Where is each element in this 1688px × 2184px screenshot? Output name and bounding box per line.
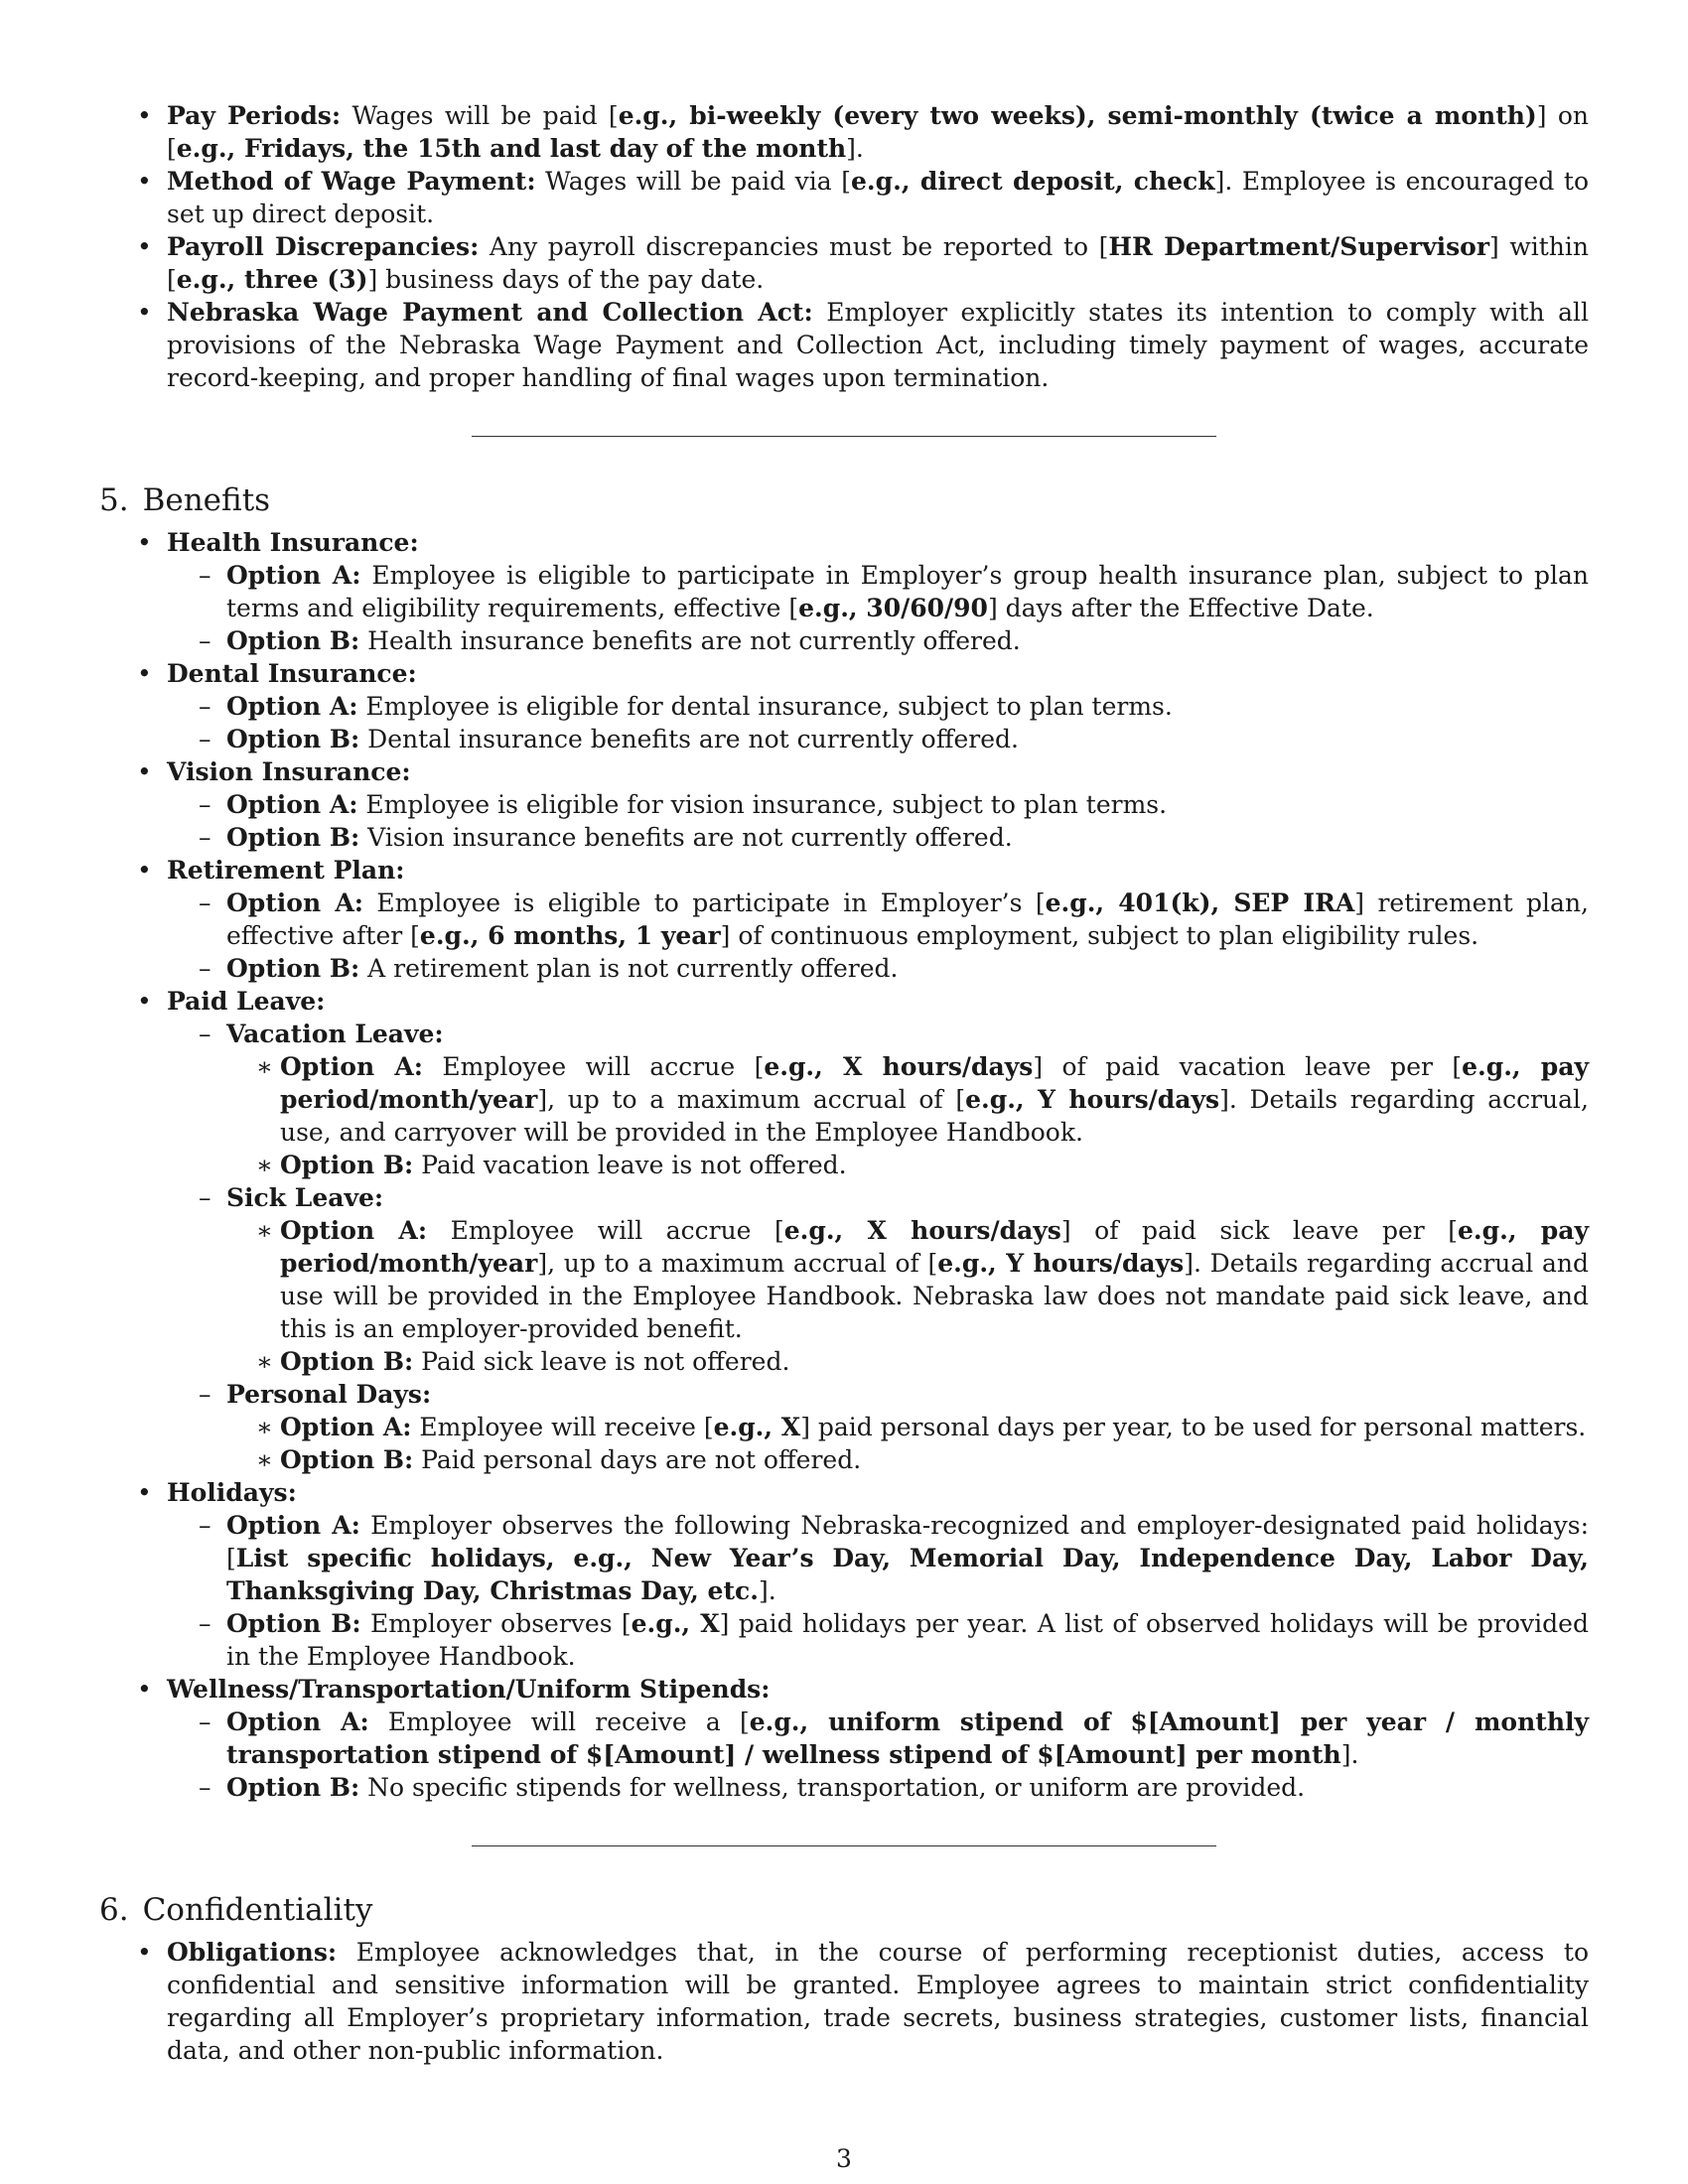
item-text: Vision insurance benefits are not currently offered. — [359, 823, 1013, 852]
section-heading-benefits — [99, 480, 1589, 520]
section-title: Confidentiality — [142, 1892, 373, 1928]
item-text: Health insurance benefits are not currently offered. — [359, 626, 1021, 655]
sub-sub-list-item — [226, 1443, 1589, 1476]
placeholder-text: e.g., 30/60/90 — [798, 594, 988, 622]
placeholder-text: e.g., pay period/month/year — [280, 1216, 1590, 1278]
list-item — [99, 657, 1589, 755]
placeholder-text: e.g., three (3) — [176, 265, 368, 294]
item-text: Employer observes the following Nebraska-recognized and employer-designated paid holidays: [ — [226, 1511, 1590, 1572]
placeholder-text: e.g., direct deposit, check — [851, 167, 1215, 196]
item-label: Option B: — [280, 1445, 414, 1474]
placeholder-text: e.g., 401(k), SEP IRA — [1045, 888, 1355, 917]
sub-sub-list-item — [226, 1345, 1589, 1378]
sub-sub-list-item — [226, 1050, 1589, 1149]
item-text: ]. — [758, 1576, 776, 1605]
item-text: Employee will receive [ — [411, 1413, 714, 1441]
sub-list-item — [167, 821, 1589, 854]
list-item — [99, 296, 1589, 394]
list-item — [99, 1476, 1589, 1673]
item-text: Employee will accrue [ — [422, 1052, 765, 1081]
item-text: Dental insurance benefits are not currently offered. — [359, 725, 1019, 753]
placeholder-text: e.g., X — [713, 1413, 801, 1441]
sub-sub-list-item — [226, 1214, 1589, 1345]
placeholder-text: e.g., X hours/days — [764, 1052, 1034, 1081]
item-label: Obligations: — [167, 1938, 338, 1967]
item-label: Option A: — [280, 1413, 412, 1441]
item-label: Wellness/Transportation/Uniform Stipends: — [167, 1675, 771, 1704]
item-text: ]. Details regarding accrual and use will be provided in the Employee Handbook. Nebraska law does not mandate paid sick leave, and this is an employer-provided benefit. — [280, 1249, 1589, 1343]
item-label: Holidays: — [167, 1478, 297, 1507]
item-text: ]. Employee is encouraged to set up direct deposit. — [167, 167, 1590, 228]
sub-list — [167, 1706, 1589, 1804]
item-label: Sick Leave: — [226, 1183, 384, 1212]
item-label: Option A: — [226, 1511, 360, 1540]
item-label: Payroll Discrepancies: — [167, 232, 480, 261]
item-text: ] of paid vacation leave per [ — [1033, 1052, 1463, 1081]
page-number: 3 — [836, 2144, 852, 2173]
item-label: Retirement Plan: — [167, 856, 405, 885]
sub-list-item — [167, 1378, 1589, 1476]
sub-sub-list-item — [226, 1411, 1589, 1443]
sub-list-item — [167, 952, 1589, 985]
sub-list — [167, 1509, 1589, 1673]
item-label: Option B: — [226, 1609, 361, 1638]
sub-list-item — [167, 887, 1589, 952]
confidentiality-list — [99, 1936, 1589, 2067]
item-text: ] days after the Effective Date. — [987, 594, 1374, 622]
list-item — [99, 854, 1589, 985]
item-text: Paid sick leave is not offered. — [413, 1347, 790, 1376]
list-item — [99, 985, 1589, 1476]
sub-list — [226, 1050, 1589, 1181]
sub-list-item — [167, 690, 1589, 723]
item-label: Option A: — [226, 888, 363, 917]
item-text: ], up to a maximum accrual of [ — [537, 1249, 938, 1278]
item-text: Paid personal days are not offered. — [413, 1445, 862, 1474]
sub-list — [226, 1214, 1589, 1378]
sub-list — [167, 559, 1589, 657]
item-text: Wages will be paid [ — [341, 101, 619, 130]
placeholder-text: e.g., X hours/days — [783, 1216, 1061, 1245]
placeholder-text: e.g., Fridays, the 15th and last day of the month — [176, 134, 847, 163]
sub-list — [226, 1411, 1589, 1476]
sub-list-item — [167, 723, 1589, 755]
item-label: Option A: — [280, 1052, 423, 1081]
item-label: Vision Insurance: — [167, 757, 411, 786]
item-label: Option B: — [280, 1347, 414, 1376]
item-text: ] business days of the pay date. — [367, 265, 765, 294]
item-text: ]. Details regarding accrual, use, and carryover will be provided in the Employee Handbook. — [280, 1085, 1589, 1147]
item-text: ]. — [846, 134, 864, 163]
item-text: ] on [ — [167, 101, 1589, 163]
section-divider — [472, 1845, 1216, 1846]
list-item — [99, 755, 1589, 854]
placeholder-text: e.g., X — [631, 1609, 720, 1638]
item-label: Option A: — [226, 561, 361, 590]
placeholder-text: e.g., Y hours/days — [937, 1249, 1185, 1278]
list-item — [99, 99, 1589, 165]
item-label: Dental Insurance: — [167, 659, 417, 688]
item-text: Paid vacation leave is not offered. — [413, 1151, 847, 1179]
sub-list-item — [167, 1018, 1589, 1181]
item-text: Wages will be paid via [ — [535, 167, 852, 196]
item-text: ] within [ — [167, 232, 1589, 294]
section-number: 5. — [99, 482, 129, 518]
item-text: A retirement plan is not currently offered. — [359, 954, 899, 983]
item-text: Employee is eligible for vision insurance, subject to plan terms. — [357, 790, 1168, 819]
sub-sub-list-item — [226, 1149, 1589, 1181]
item-text: No specific stipends for wellness, transportation, or uniform are provided. — [359, 1773, 1306, 1802]
sub-list-item — [167, 1607, 1589, 1673]
placeholder-text: e.g., Y hours/days — [965, 1085, 1220, 1114]
item-label: Option A: — [280, 1216, 428, 1245]
sub-list-item — [167, 1706, 1589, 1771]
sub-list-item — [167, 1509, 1589, 1607]
item-label: Option B: — [280, 1151, 414, 1179]
item-label: Method of Wage Payment: — [167, 167, 536, 196]
section-number: 6. — [99, 1892, 129, 1928]
item-label: Paid Leave: — [167, 987, 326, 1016]
placeholder-text: e.g., pay period/month/year — [280, 1052, 1590, 1114]
item-label: Option B: — [226, 725, 360, 753]
item-text: ] of continuous employment, subject to plan eligibility rules. — [720, 921, 1479, 950]
sub-list-item — [167, 788, 1589, 821]
list-item — [99, 1936, 1589, 2067]
sub-list-item — [167, 1181, 1589, 1378]
sub-list-item — [167, 559, 1589, 624]
benefits-list — [99, 526, 1589, 1804]
item-label: Option B: — [226, 1773, 360, 1802]
item-label: Pay Periods: — [167, 101, 342, 130]
item-label: Option B: — [226, 626, 360, 655]
list-item — [99, 230, 1589, 296]
list-item — [99, 526, 1589, 657]
item-label: Health Insurance: — [167, 528, 419, 557]
item-label: Option A: — [226, 692, 358, 721]
item-text: Employee is eligible for dental insurance, subject to plan terms. — [357, 692, 1173, 721]
sub-list-item — [167, 624, 1589, 657]
item-text: ]. — [1340, 1740, 1359, 1769]
section-heading-confidentiality — [99, 1890, 1589, 1930]
list-item — [99, 1673, 1589, 1804]
item-text: Employer explicitly states its intention to comply with all provisions of the Nebraska Wage Payment and Collection Act, including timely payment of wages, accurate record-keeping, and proper handling of final wages upon termination. — [167, 298, 1589, 392]
item-text: Employee acknowledges that, in the course of performing receptionist duties, access to confidential and sensitive information will be granted. Employee agrees to maintain strict confidentiality regarding all Employer’s proprietary information, trade secrets, business strategies, customer lists, financial data, and other non-public information. — [167, 1938, 1589, 2065]
item-label: Option B: — [226, 823, 360, 852]
placeholder-text: e.g., uniform stipend of $[Amount] per year / monthly transportation stipend of $[Amount] / wellness stipend of $[Amount] per month — [226, 1707, 1590, 1769]
item-text: Employer observes [ — [360, 1609, 632, 1638]
placeholder-text: e.g., bi-weekly (every two weeks), semi-monthly (twice a month) — [618, 101, 1537, 130]
item-label: Nebraska Wage Payment and Collection Act: — [167, 298, 813, 327]
item-text: ] retirement plan, effective after [ — [226, 888, 1589, 950]
item-label: Vacation Leave: — [226, 1020, 444, 1048]
item-text: ] paid personal days per year, to be used for personal matters. — [800, 1413, 1587, 1441]
item-label: Option A: — [226, 1707, 369, 1736]
section-divider — [472, 436, 1216, 437]
sub-list-item — [167, 1771, 1589, 1804]
placeholder-text: e.g., 6 months, 1 year — [419, 921, 721, 950]
placeholder-text: HR Department/Supervisor — [1108, 232, 1490, 261]
section-title: Benefits — [142, 482, 271, 518]
placeholder-text: List specific holidays, e.g., New Year’s Day, Memorial Day, Independence Day, Labor Day, Thanksgiving Day, Christmas Day, etc. — [226, 1544, 1589, 1605]
sub-list — [167, 887, 1589, 985]
sub-list — [167, 690, 1589, 755]
item-text: ] of paid sick leave per [ — [1060, 1216, 1459, 1245]
sub-list — [167, 1018, 1589, 1476]
item-text: Employee will receive a [ — [368, 1707, 750, 1736]
item-text: ], up to a maximum accrual of [ — [537, 1085, 966, 1114]
item-label: Option B: — [226, 954, 360, 983]
item-text: Employee is eligible to participate in Employer’s group health insurance plan, subject to plan terms and eligibility requirements, effective [ — [226, 561, 1589, 622]
item-text: ] paid holidays per year. A list of observed holidays will be provided in the Employee Handbook. — [226, 1609, 1589, 1671]
list-item — [99, 165, 1589, 230]
pay-terms-list — [99, 99, 1589, 394]
page-content — [99, 99, 1589, 2067]
item-label: Personal Days: — [226, 1380, 432, 1409]
item-text: Any payroll discrepancies must be reported to [ — [479, 232, 1109, 261]
sub-list — [167, 788, 1589, 854]
item-text: Employee is eligible to participate in Employer’s [ — [362, 888, 1046, 917]
item-label: Option A: — [226, 790, 358, 819]
item-text: Employee will accrue [ — [427, 1216, 784, 1245]
